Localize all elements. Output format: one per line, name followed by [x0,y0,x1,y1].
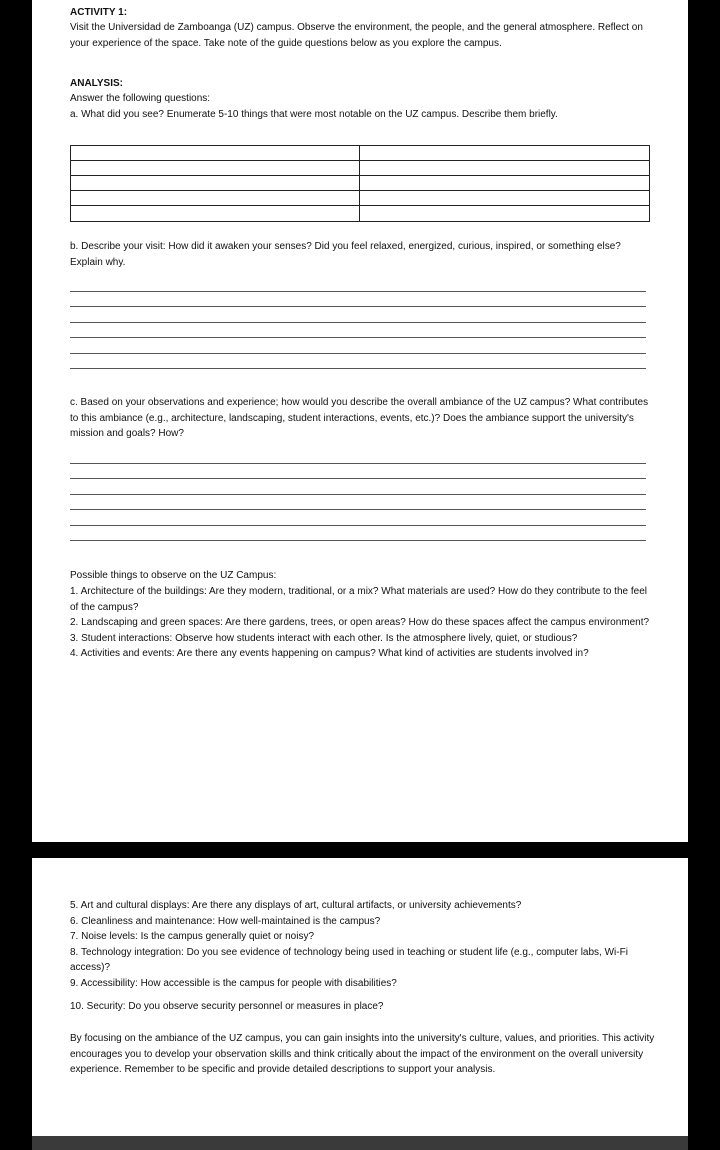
list-item: 1. Architecture of the buildings: Are they modern, traditional, or a mix? What materials are used? How do they contribute to the feel of the campus? [70,586,647,613]
answer-line[interactable] [70,448,646,464]
table-cell[interactable] [360,161,649,176]
list-item: 8. Technology integration: Do you see evidence of technology being used in teaching or student life (e.g., computer labs, Wi-Fi access)? [70,946,628,973]
document-page-2 [32,858,688,1136]
table-cell[interactable] [71,146,360,161]
table-cell[interactable] [360,146,649,161]
activity-intro: Visit the Universidad de Zamboanga (UZ) campus. Observe the environment, the people, and the general atmosphere. Reflect on your experience of the space. Take note of the guide questions below as you explore the campus. [70,22,643,49]
table-cell[interactable] [71,191,360,206]
list-item: 2. Landscaping and green spaces: Are there gardens, trees, or open areas? How do these spaces affect the campus environment? [70,617,650,628]
answer-line[interactable] [70,292,646,308]
answer-line[interactable] [70,354,646,370]
list-item: 6. Cleanliness and maintenance: How well-maintained is the campus? [70,915,381,927]
table-cell[interactable] [71,206,360,221]
table-cell[interactable] [360,176,649,191]
answer-line[interactable] [70,338,646,354]
question-a: a. What did you see? Enumerate 5-10 things that were most notable on the UZ campus. Describe them briefly. [70,109,558,120]
question-b: b. Describe your visit: How did it awaken your senses? Did you feel relaxed, energized, curious, inspired, or something else? Explain why. [70,241,621,268]
document-page-1 [32,0,688,842]
list-item: 9. Accessibility: How accessible is the campus for people with disabilities? [70,977,397,989]
list-item: 7. Noise levels: Is the campus generally quiet or noisy? [70,931,315,942]
answer-lines-c[interactable] [70,448,646,541]
table-cell[interactable] [360,191,649,206]
analysis-instruction: Answer the following questions: [70,93,211,104]
answer-line[interactable] [70,495,646,511]
activity-title: ACTIVITY 1: [70,7,128,18]
answer-line[interactable] [70,464,646,480]
observation-table[interactable] [70,145,650,222]
question-c: c. Based on your observations and experience; how would you describe the overall ambiance of the UZ campus? What contributes to this ambiance (e.g., architecture, landscaping, student interactions, events, etc.)? Does the ambiance support the university's mission and goals? How? [70,397,649,439]
observe-item-10: 10. Security: Do you observe security personnel or measures in place? [70,1001,384,1012]
answer-line[interactable] [70,276,646,292]
answer-line[interactable] [70,479,646,495]
answer-lines-b[interactable] [70,276,646,369]
closing-paragraph: By focusing on the ambiance of the UZ campus, you can gain insights into the university's culture, values, and priorities. This activity encourages you to develop your observation skills and think critically about the impact of the environment on the overall university experience. Remember to be specific and provide detailed descriptions to support your analysis. [70,1033,655,1075]
table-cell[interactable] [71,176,360,191]
answer-line[interactable] [70,526,646,542]
answer-line[interactable] [70,510,646,526]
viewer-bottom-bar [32,1136,688,1150]
analysis-heading: ANALYSIS: [70,78,123,89]
observe-list-page2 [70,898,650,991]
list-item: 3. Student interactions: Observe how students interact with each other. Is the atmosphere lively, quiet, or studious? [70,632,578,644]
answer-line[interactable] [70,307,646,323]
observe-list-page1 [70,584,650,662]
list-item: 4. Activities and events: Are there any events happening on campus? What kind of activities are students involved in? [70,648,589,659]
observe-heading: Possible things to observe on the UZ Campus: [70,570,277,581]
table-cell[interactable] [71,161,360,176]
answer-line[interactable] [70,323,646,339]
table-cell[interactable] [360,206,649,221]
list-item: 5. Art and cultural displays: Are there any displays of art, cultural artifacts, or university achievements? [70,900,522,911]
